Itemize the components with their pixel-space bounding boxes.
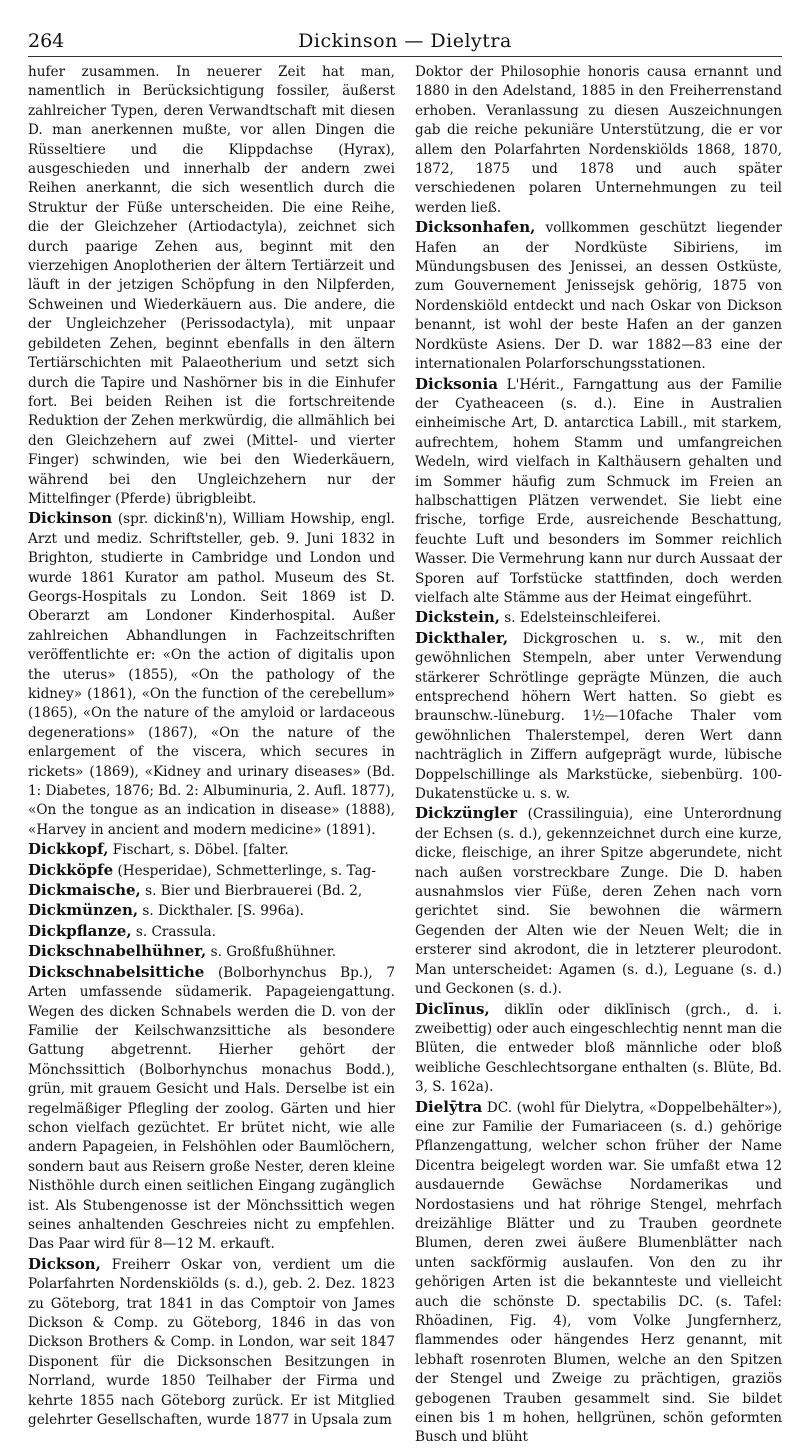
entry-paragraph: Doktor der Philosophie honoris causa ernannt und 1880 in den Adelstand, 1885 in den Freiherrenstand erhoben. Veranlassung zu diesen Auszeichnungen gab die reiche pekuniäre Unterstützung, die er vor allem den Polarfahrten Nordenskiölds 1868, 1870, 1872, 1875 und 1878 und auch später verschiedenen polaren Unternehmungen zu teil werden ließ. [415, 64, 782, 216]
entry-paragraph: Dickpflanze, s. Crassula. [28, 921, 216, 940]
text-columns [28, 63, 782, 1448]
entry-paragraph: Diclīnus, diklīn oder diklīnisch (grch., d. i. zweibettig) oder auch eingeschlechtig nennt man die Blüten, die entweder bloß männliche oder bloß weibliche Geschlechtsorgane enthalten (s. Blüte, Bd. 3, S. 162a). [415, 999, 782, 1096]
entry-paragraph: hufer zusammen. In neuerer Zeit hat man, namentlich in Berücksichtigung fossiler, äußerst zahlreicher Typen, deren Verwandtschaft mit diesen D. man anerkennen mußte, vor allen Dingen die Rüsseltiere und die Klippdachse (Hyrax), ausgeschieden und innerhalb der andern zwei Reihen anerkannt, die sich wesentlich durch die Struktur der Füße unterscheiden. Die eine Reihe, die der Gleichzeher (Artiodactyla), zeichnet sich durch paarige Zehen aus, beginnt mit den vierzehigen Anoplotherien der ältern Tertiärzeit und läuft in der jetzigen Schöpfung in den Nilpferden, Schweinen und Wiederkäuern aus. Die andere, die der Ungleichzeher (Perissodactyla), mit unpaar gebildeten Zehen, beginnt ebenfalls in den ältern Tertiärschichten mit Palaeotherium und setzt sich durch die Tapire und Nashörner bis in die Einhufer fort. Bei beiden Reihen ist die fortschreitende Reduktion der Zehen merkwürdig, die allmählich bei den Gleichzehern auf zwei (Mittel- und vierter Finger) schwinden, wie bei den Wiederkäuern, während bei den Ungleichzehern nur der Mittelfinger (Pferde) übrigbleibt. [28, 64, 395, 507]
entry-headword: Dickinson [28, 509, 113, 528]
entry-paragraph: Dickschnabelhühner, s. Großfußhühner. [28, 942, 337, 961]
left-column [28, 63, 395, 1448]
entry-headword: Dickpflanze, [28, 921, 132, 940]
entry-paragraph: Dickstein, s. Edelsteinschleiferei. [415, 608, 661, 627]
entry-headword: Dickköpfe [28, 860, 114, 879]
entry-paragraph: Dicksonhafen, vollkommen geschützt liegender Hafen an der Nordküste Sibiriens, im Mündungsbusen des Jenissei, an dessen Ostküste, zum Gouvernement Jenissejsk gehörig, 1875 von Nordenskiöld entdeckt und nach Oskar von Dickson benannt, ist wohl der beste Hafen an der ganzen Nordküste Asiens. Der D. war 1882—83 eine der internationalen Polarforschungsstationen. [415, 218, 782, 373]
entry-headword: Dickmünzen, [28, 901, 139, 920]
entry-headword: Dickmaische, [28, 881, 141, 900]
entry-paragraph: Dickmaische, s. Bier und Bierbrauerei (Bd. 2, [28, 881, 363, 900]
entry-paragraph: Dickthaler, Dickgroschen u. s. w., mit den gewöhnlichen Stempeln, aber unter Verwendung stärkerer Schrötlinge geprägte Münzen, die auch entsprechend höhern Wert hatten. So giebt es braunschw.-lüneburg. 1½—10fache Thaler vom gewöhnlichen Thalerstempel, deren Wert dann nachträglich in Ziffern aufgeprägt wurde, lübische Doppelschillinge als Markstücke, siebenbürg. 100-Dukatenstücke u. s. w. [415, 628, 782, 803]
entry-paragraph: Dickschnabelsittiche (Bolborhynchus Bp.), 7 Arten umfassende südamerik. Papageiengattung. Wegen des dicken Schnabels werden die D. von der Familie der Keilschwanzsittiche als besondere Gattung abgetrennt. Hierher gehört der Mönchssittich (Bolborhynchus monachus Bodd.), grün, mit grauem Gesicht und Hals. Derselbe ist ein regelmäßiger Pflegling der zoolog. Gärten und hier schon vielfach gezüchtet. Er brütet nicht, wie alle andern Papageien, in Felshöhlen oder Baumlöchern, sondern baut aus Reisern große Nester, deren kleine Nisthöhle durch einen seitlichen Eingang zugänglich ist. Als Stubengenosse ist der Mönchssittich wegen seines anhaltenden Geschreies nicht zu empfehlen. Das Paar wird für 8—12 M. erkauft. [28, 962, 395, 1253]
entry-paragraph: Dickinson (spr. dickinß'n), William Howship, engl. Arzt und mediz. Schriftsteller, geb. 9. Juni 1832 in Brighton, studierte in Cambridge und London und wurde 1861 Kurator am pathol. Museum des St. Georgs-Hospitals zu London. Seit 1869 ist D. Oberarzt am Londoner Kinderhospital. Außer zahlreichen Abhandlungen in Fachzeitschriften veröffentlichte er: «On the action of digitalis upon the uterus» (1855), «On the pathology of the kidney» (1861), «On the function of the cerebellum» (1865), «On the nature of the amyloid or lardaceous degenerations» (1867), «On the nature of the enlargement of the viscera, which secures in rickets» (1869), «Kidney and urinary diseases» (Bd. 1: Diabetes, 1876; Bd. 2: Albuminuria, 2. Aufl. 1877), «On the tongue as an indication in disease» (1888), «Harvey in ancient and modern medicine» (1891). [28, 509, 395, 838]
entry-paragraph: Dickköpfe (Hesperidae), Schmetterlinge, s. Tag- [28, 860, 376, 879]
page-header [28, 28, 782, 57]
entry-headword: Dickkopf, [28, 840, 109, 859]
entry-paragraph: Dickson, Freiherr Oskar von, verdient um die Polarfahrten Nordenskiölds (s. d.), geb. 2. Dez. 1823 zu Göteborg, trat 1841 in das Comptoir von James Dickson & Comp. zu Göteborg, 1846 in das von Dickson Brothers & Comp. in London, war seit 1847 Disponent für die Dicksonschen Besitzungen in Norrland, wurde 1850 Teilhaber der Firma und kehrte 1855 nach Göteborg zurück. Er ist Mitglied gelehrter Gesellschaften, wurde 1877 in Upsala zum [28, 1254, 395, 1429]
entry-headword: Diclīnus, [415, 999, 490, 1018]
entry-headword: Dielȳtra [415, 1097, 483, 1116]
page-number: 264 [28, 30, 65, 52]
entry-headword: Dickschnabelhühner, [28, 942, 207, 961]
entry-paragraph: Dicksonia L'Hérit., Farngattung aus der Familie der Cyatheaceen (s. d.). Eine in Australien einheimische Art, D. antarctica Labill., mit starkem, aufrechtem, hohem Stamm und umfangreichen Wedeln, wird vielfach in Kalthäusern gehalten und im Sommer häufig zum Schmuck im Freien an halbschattigen Plätzen verwendet. Sie liebt eine frische, torfige Erde, ausreichende Beschattung, feuchte Luft und besonders im Sommer reichlich Wasser. Die Vermehrung kann nur durch Aussaat der Sporen auf Torfstücke stattfinden, doch werden vielfach alte Stämme aus der Heimat eingeführt. [415, 374, 782, 606]
right-column [415, 63, 782, 1448]
entry-headword: Dickthaler, [415, 628, 509, 647]
entry-headword: Dicksonhafen, [415, 218, 536, 237]
entry-headword: Dickstein, [415, 608, 500, 627]
entry-headword: Dicksonia [415, 374, 499, 393]
entry-paragraph: Dickzüngler (Crassilinguia), eine Unterordnung der Echsen (s. d.), gekennzeichnet durch eine kurze, dicke, fleischige, an ihrer Spitze abgerundete, nicht nach außen vorstreckbare Zunge. Die D. haben ausnahmslos vier Füße, deren Zehen nach vorn gerichtet sind. Sie bewohnen die wärmern Gegenden der Alten wie der Neuen Welt; die in ersterer sind akrodont, die in letzterer pleurodont. Man unterscheidet: Agamen (s. d.), Leguane (s. d.) und Geckonen (s. d.). [415, 804, 782, 998]
entry-headword: Dickschnabelsittiche [28, 962, 205, 981]
entry-paragraph: Dickkopf, Fischart, s. Döbel. [falter. [28, 840, 289, 859]
entry-paragraph: Dickmünzen, s. Dickthaler. [S. 996a). [28, 901, 304, 920]
entry-headword: Dickson, [28, 1254, 101, 1273]
entry-paragraph: Dielȳtra DC. (wohl für Dielytra, «Doppelbehälter»), eine zur Familie der Fumariaceen (s. d.) gehörige Pflanzengattung, welcher schon früher der Name Dicentra beigelegt worden war. Sie umfaßt etwa 12 ausdauernde Gewächse Nordamerikas und Nordostasiens und hat röhrige Stengel, mehrfach dreizählige Blätter und zu Trauben geordnete Blumen, deren zwei äußere Blumenblätter nach unten sackförmig auslaufen. Von den zu ihr gehörigen Arten ist die bekannteste und vielleicht auch die schönste D. spectabilis DC. (s. Tafel: Rhöadinen, Fig. 4), vom Volke Jungfernherz, flammendes oder hängendes Herz genannt, mit lebhaft rosenroten Blumen, welche an den Spitzen der Stengel und Zweige zu prächtigen, graziös gebogenen Trauben gesammelt sind. Sie bildet einen bis 1 m hohen, hellgrünen, schön geformten Busch und blüht [415, 1097, 782, 1446]
entry-headword: Dickzüngler [415, 804, 518, 823]
running-head: Dickinson — Dielytra [298, 30, 512, 52]
